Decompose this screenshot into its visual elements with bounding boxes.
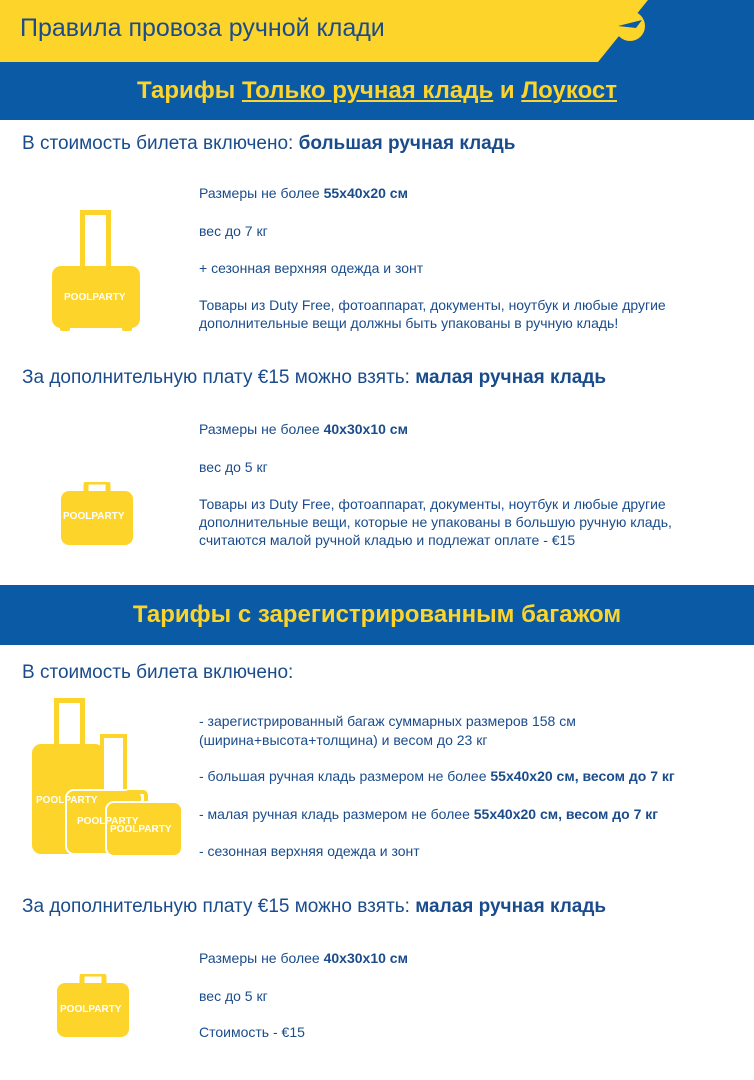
page-title: Правила провоза ручной клади (20, 14, 385, 42)
included-big-bag: - большая ручная кладь размером не более 55х40х20 см, весом до 7 кг (199, 768, 675, 784)
logo-text: МАУ (650, 10, 740, 54)
big-bag-note-1: Товары из Duty Free, фотоаппарат, документы, ноутбук и любые другие (199, 297, 666, 313)
tariff-link-hand-luggage[interactable]: Только ручная кладь (241, 77, 494, 104)
checked-bag-line-1: - зарегистрированный багаж суммарных размеров 158 см (199, 713, 576, 729)
section2-title: Тарифы с зарегистрированным багажом (132, 601, 622, 628)
section2-small-bag-price: Стоимость - €15 (199, 1024, 305, 1040)
bag-brand-label: POOLPARTY (63, 511, 125, 522)
small-bag-note-1: Товары из Duty Free, фотоаппарат, документы, ноутбук и любые другие (199, 496, 666, 512)
big-suitcase-icon (50, 210, 142, 332)
small-bag-weight: вес до 5 кг (199, 459, 268, 475)
big-bag-size: Размеры не более 55х40х20 см (199, 185, 408, 201)
big-bag-weight: вес до 7 кг (199, 223, 268, 239)
big-bag-extra: + сезонная верхняя одежда и зонт (199, 260, 424, 276)
included-small-bag: - малая ручная кладь размером не более 55х40х20 см, весом до 7 кг (199, 806, 659, 822)
bag-brand-label: POOLPARTY (77, 816, 139, 827)
section1-title: Тарифы Только ручная кладь и Лоукост (136, 77, 618, 104)
section1-extra-heading: За дополнительную плату €15 можно взять: малая ручная кладь (22, 367, 607, 388)
tariff-link-lowcost[interactable]: Лоукост (521, 77, 618, 104)
small-bag-note-2: дополнительные вещи, которые не упакованы в большую ручную кладь, (199, 514, 672, 530)
bag-brand-label: POOLPARTY (110, 824, 172, 835)
checked-bag-line-2: (ширина+высота+толщина) и весом до 23 кг (199, 732, 488, 748)
small-bag-note-3: считаются малой ручной кладью и подлежат оплате - €15 (199, 532, 576, 548)
small-bag-size: Размеры не более 40х30х10 см (199, 421, 408, 437)
bag-brand-label: POOLPARTY (36, 795, 98, 806)
section2-extra-heading: За дополнительную плату €15 можно взять: малая ручная кладь (22, 896, 607, 917)
bag-brand-label: POOLPARTY (60, 1004, 122, 1015)
section2-small-bag-weight: вес до 5 кг (199, 988, 268, 1004)
section2-small-bag-size: Размеры не более 40х30х10 см (199, 950, 408, 966)
section1-included-heading: В стоимость билета включено: большая ручная кладь (22, 133, 516, 154)
big-bag-note-2: дополнительные вещи должны быть упакованы в ручную кладь! (199, 315, 619, 331)
section2-included-heading: В стоимость билета включено: (22, 662, 294, 683)
included-clothes: - сезонная верхняя одежда и зонт (199, 843, 420, 859)
bag-brand-label: POOLPARTY (64, 292, 126, 303)
